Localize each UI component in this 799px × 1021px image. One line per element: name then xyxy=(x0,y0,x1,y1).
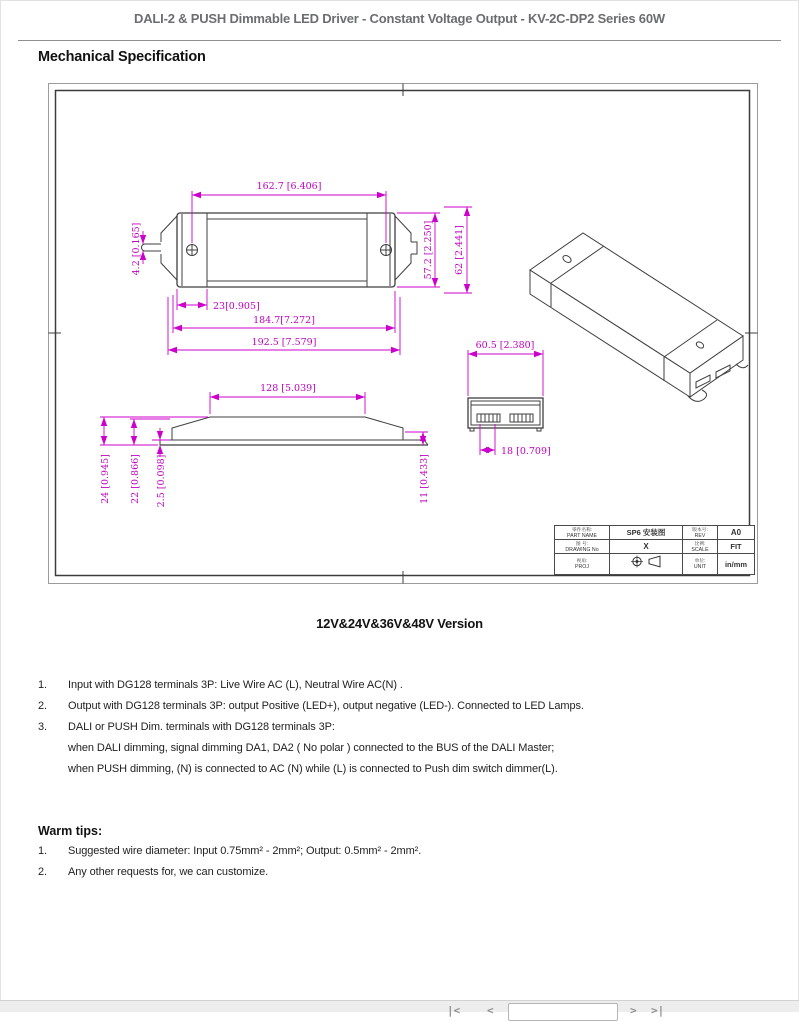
unit-value: in/mm xyxy=(724,559,748,569)
dim-ear-thickness: 4.2 [0.165] xyxy=(131,222,142,276)
note-number: 1. xyxy=(38,679,47,691)
dim-body-height: 57.2 [2.250] xyxy=(423,220,434,280)
rev-label-en: REV xyxy=(694,532,706,539)
top-view xyxy=(131,181,472,355)
scale-label-en: SCALE xyxy=(691,546,709,553)
first-page-icon[interactable]: |< xyxy=(447,1004,461,1017)
drawing-no-label-cn: 图 号: xyxy=(575,541,589,547)
dim-terminal-offset: 18 [0.709] xyxy=(501,446,551,457)
part-name-label-en: PART NAME xyxy=(567,532,597,539)
tip-item xyxy=(38,845,769,857)
note-item xyxy=(38,679,769,691)
rev-label-cn: 版本号: xyxy=(692,526,708,533)
dim-side-right-height: 11 [0.433] xyxy=(419,454,430,504)
header-divider xyxy=(18,40,781,41)
proj-label-en: PROJ xyxy=(575,564,589,570)
previous-page-icon[interactable]: < xyxy=(487,1004,494,1017)
note-text: DALI or PUSH Dim. terminals with DG128 terminals 3P: xyxy=(68,721,335,733)
dim-side-foot-height: 2.5 [0.098] xyxy=(156,454,167,508)
drawing-no-label-en: DRAWING No xyxy=(565,546,599,553)
mount-ear-left xyxy=(142,216,178,280)
unit-label-en: UNIT xyxy=(693,564,707,570)
warm-tips-heading: Warm tips: xyxy=(38,824,103,838)
dim-side-total-height: 24 [0.945] xyxy=(100,454,111,504)
first-angle-projection-icon xyxy=(629,555,663,568)
dim-side-top-width: 128 [5.039] xyxy=(260,383,316,394)
screw-right xyxy=(381,245,392,256)
section-title: Mechanical Specification xyxy=(38,49,206,65)
drawing-no-value: X xyxy=(643,542,649,552)
screw-left xyxy=(187,245,198,256)
note-item xyxy=(38,721,769,733)
scale-label-cn: 比例: xyxy=(694,541,706,547)
mechanical-drawing xyxy=(48,83,758,584)
page-number-input[interactable] xyxy=(508,1003,618,1021)
part-name-value: SP6 安装图 xyxy=(626,528,666,538)
part-name-label-cn: 零件名称: xyxy=(571,526,593,533)
unit-label-cn: 单位: xyxy=(694,558,706,565)
note-item-continuation xyxy=(38,763,769,775)
tip-number: 2. xyxy=(38,866,47,878)
rev-value: A0 xyxy=(730,528,742,538)
terminal-block-right xyxy=(510,414,533,422)
next-page-icon[interactable]: > xyxy=(630,1004,637,1017)
title-block xyxy=(554,525,755,575)
dim-hole-span: 162.7 [6.406] xyxy=(256,181,322,192)
page-title: DALI-2 & PUSH Dimmable LED Driver - Constant Voltage Output - KV-2C-DP2 Series 60W xyxy=(134,11,665,26)
terminal-block-left xyxy=(477,414,500,422)
side-view xyxy=(100,383,430,507)
tip-number: 1. xyxy=(38,845,47,857)
mount-ear-right xyxy=(395,216,417,280)
dim-overall-height: 62 [2.441] xyxy=(454,225,465,275)
isometric-view xyxy=(530,233,748,401)
proj-label-cn: 视角: xyxy=(576,558,588,565)
dim-mount-span: 184.7[7.272] xyxy=(253,315,315,326)
tip-item xyxy=(38,866,769,878)
note-item xyxy=(38,700,769,712)
dim-cap-width: 23[0.905] xyxy=(213,301,260,312)
scale-value: FIT xyxy=(730,542,742,552)
dim-side-body-height: 22 [0.866] xyxy=(130,454,141,504)
tip-text: Any other requests for, we can customize. xyxy=(68,866,269,878)
end-view xyxy=(468,340,551,457)
note-text: Input with DG128 terminals 3P: Live Wire AC (L), Neutral Wire AC(N) . xyxy=(68,679,403,691)
note-text: when PUSH dimming, (N) is connected to AC (N) while (L) is connected to Push dim switch dimmer(L). xyxy=(68,763,558,775)
note-number: 3. xyxy=(38,721,47,733)
note-text: Output with DG128 terminals 3P: output Positive (LED+), output negative (LED-). Connected to LED Lamps. xyxy=(68,700,584,712)
version-caption: 12V&24V&36V&48V Version xyxy=(316,616,483,631)
dim-end-width: 60.5 [2.380] xyxy=(475,340,535,351)
note-text: when DALI dimming, signal dimming DA1, DA2 ( No polar ) connected to the BUS of the DALI Master; xyxy=(68,742,555,754)
note-number: 2. xyxy=(38,700,47,712)
dim-overall-length: 192.5 [7.579] xyxy=(251,337,317,348)
tip-text: Suggested wire diameter: Input 0.75mm² - 2mm²; Output: 0.5mm² - 2mm². xyxy=(68,845,422,857)
last-page-icon[interactable]: >| xyxy=(651,1004,665,1017)
note-item-continuation xyxy=(38,742,769,754)
pagination-toolbar xyxy=(0,1000,799,1017)
